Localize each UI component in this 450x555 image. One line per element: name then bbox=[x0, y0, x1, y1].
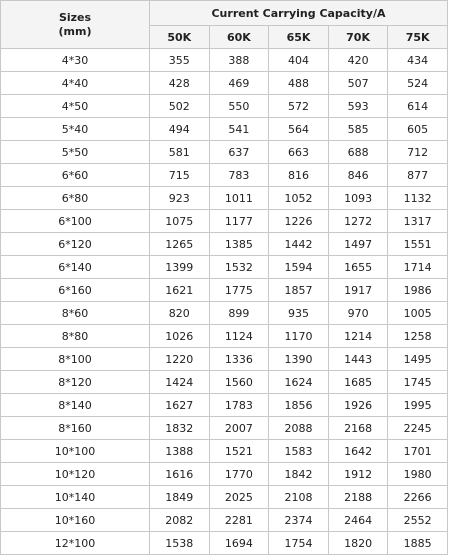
size-cell: 4*30 bbox=[1, 49, 150, 72]
size-cell: 6*80 bbox=[1, 187, 150, 210]
table-body bbox=[1, 49, 448, 555]
size-cell: 10*120 bbox=[1, 463, 150, 486]
capacity-value-cell: 2464 bbox=[328, 509, 388, 532]
table-row bbox=[1, 440, 448, 463]
size-cell: 8*80 bbox=[1, 325, 150, 348]
capacity-value-cell: 846 bbox=[328, 164, 388, 187]
table-header bbox=[1, 1, 448, 49]
table-row bbox=[1, 164, 448, 187]
capacity-value-cell: 428 bbox=[150, 72, 210, 95]
capacity-value-cell: 663 bbox=[269, 141, 329, 164]
capacity-value-cell: 1820 bbox=[328, 532, 388, 555]
capacity-value-cell: 1214 bbox=[328, 325, 388, 348]
capacity-value-cell: 541 bbox=[209, 118, 269, 141]
capacity-value-cell: 1856 bbox=[269, 394, 329, 417]
size-cell: 6*60 bbox=[1, 164, 150, 187]
sizes-header-unit: (mm) bbox=[58, 24, 92, 38]
capacity-value-cell: 581 bbox=[150, 141, 210, 164]
capacity-value-cell: 1336 bbox=[209, 348, 269, 371]
capacity-value-cell: 1917 bbox=[328, 279, 388, 302]
capacity-value-cell: 1560 bbox=[209, 371, 269, 394]
table-row bbox=[1, 141, 448, 164]
size-cell: 8*100 bbox=[1, 348, 150, 371]
capacity-value-cell: 2266 bbox=[388, 486, 448, 509]
table-row bbox=[1, 325, 448, 348]
capacity-value-cell: 1995 bbox=[388, 394, 448, 417]
capacity-value-cell: 2281 bbox=[209, 509, 269, 532]
sizes-header-label: Sizes bbox=[58, 10, 92, 24]
table-row bbox=[1, 187, 448, 210]
table-row bbox=[1, 118, 448, 141]
capacity-value-cell: 1655 bbox=[328, 256, 388, 279]
table-row bbox=[1, 532, 448, 555]
capacity-value-cell: 605 bbox=[388, 118, 448, 141]
size-cell: 12*100 bbox=[1, 532, 150, 555]
table-row bbox=[1, 463, 448, 486]
column-header-60k: 60K bbox=[209, 26, 269, 49]
capacity-value-cell: 1226 bbox=[269, 210, 329, 233]
capacity-value-cell: 688 bbox=[328, 141, 388, 164]
capacity-value-cell: 1443 bbox=[328, 348, 388, 371]
capacity-value-cell: 637 bbox=[209, 141, 269, 164]
capacity-value-cell: 1926 bbox=[328, 394, 388, 417]
capacity-value-cell: 1885 bbox=[388, 532, 448, 555]
capacity-value-cell: 2007 bbox=[209, 417, 269, 440]
table-row bbox=[1, 394, 448, 417]
size-cell: 6*160 bbox=[1, 279, 150, 302]
capacity-value-cell: 524 bbox=[388, 72, 448, 95]
capacity-value-cell: 1011 bbox=[209, 187, 269, 210]
capacity-value-cell: 1685 bbox=[328, 371, 388, 394]
capacity-value-cell: 585 bbox=[328, 118, 388, 141]
capacity-value-cell: 1132 bbox=[388, 187, 448, 210]
capacity-value-cell: 1701 bbox=[388, 440, 448, 463]
capacity-value-cell: 1497 bbox=[328, 233, 388, 256]
capacity-value-cell: 1745 bbox=[388, 371, 448, 394]
capacity-value-cell: 1265 bbox=[150, 233, 210, 256]
capacity-value-cell: 1783 bbox=[209, 394, 269, 417]
header-row-group bbox=[1, 1, 448, 26]
table-row bbox=[1, 371, 448, 394]
capacity-value-cell: 564 bbox=[269, 118, 329, 141]
capacity-value-cell: 1124 bbox=[209, 325, 269, 348]
capacity-value-cell: 715 bbox=[150, 164, 210, 187]
size-cell: 8*140 bbox=[1, 394, 150, 417]
capacity-value-cell: 1388 bbox=[150, 440, 210, 463]
capacity-group-header: Current Carrying Capacity/A bbox=[150, 1, 448, 26]
capacity-value-cell: 1583 bbox=[269, 440, 329, 463]
capacity-value-cell: 488 bbox=[269, 72, 329, 95]
capacity-value-cell: 593 bbox=[328, 95, 388, 118]
capacity-value-cell: 1317 bbox=[388, 210, 448, 233]
capacity-value-cell: 816 bbox=[269, 164, 329, 187]
capacity-value-cell: 712 bbox=[388, 141, 448, 164]
size-cell: 6*140 bbox=[1, 256, 150, 279]
table-row bbox=[1, 72, 448, 95]
size-cell: 4*50 bbox=[1, 95, 150, 118]
size-cell: 5*50 bbox=[1, 141, 150, 164]
capacity-value-cell: 507 bbox=[328, 72, 388, 95]
capacity-value-cell: 820 bbox=[150, 302, 210, 325]
capacity-value-cell: 355 bbox=[150, 49, 210, 72]
capacity-value-cell: 1986 bbox=[388, 279, 448, 302]
capacity-value-cell: 1832 bbox=[150, 417, 210, 440]
capacity-value-cell: 1495 bbox=[388, 348, 448, 371]
capacity-value-cell: 2552 bbox=[388, 509, 448, 532]
size-cell: 10*100 bbox=[1, 440, 150, 463]
capacity-value-cell: 1424 bbox=[150, 371, 210, 394]
capacity-value-cell: 1521 bbox=[209, 440, 269, 463]
size-cell: 6*120 bbox=[1, 233, 150, 256]
capacity-value-cell: 1754 bbox=[269, 532, 329, 555]
capacity-value-cell: 970 bbox=[328, 302, 388, 325]
size-cell: 8*120 bbox=[1, 371, 150, 394]
table-row bbox=[1, 486, 448, 509]
capacity-value-cell: 1052 bbox=[269, 187, 329, 210]
capacity-value-cell: 2168 bbox=[328, 417, 388, 440]
capacity-value-cell: 1842 bbox=[269, 463, 329, 486]
capacity-value-cell: 1075 bbox=[150, 210, 210, 233]
column-header-70k: 70K bbox=[328, 26, 388, 49]
table-row bbox=[1, 95, 448, 118]
capacity-value-cell: 923 bbox=[150, 187, 210, 210]
capacity-value-cell: 1642 bbox=[328, 440, 388, 463]
capacity-value-cell: 572 bbox=[269, 95, 329, 118]
capacity-value-cell: 1026 bbox=[150, 325, 210, 348]
table-row bbox=[1, 210, 448, 233]
capacity-value-cell: 1551 bbox=[388, 233, 448, 256]
column-header-75k: 75K bbox=[388, 26, 448, 49]
size-cell: 5*40 bbox=[1, 118, 150, 141]
capacity-value-cell: 1220 bbox=[150, 348, 210, 371]
capacity-value-cell: 1616 bbox=[150, 463, 210, 486]
capacity-value-cell: 1627 bbox=[150, 394, 210, 417]
size-cell: 6*100 bbox=[1, 210, 150, 233]
capacity-value-cell: 1694 bbox=[209, 532, 269, 555]
capacity-value-cell: 2025 bbox=[209, 486, 269, 509]
capacity-value-cell: 1594 bbox=[269, 256, 329, 279]
capacity-value-cell: 1532 bbox=[209, 256, 269, 279]
capacity-value-cell: 2188 bbox=[328, 486, 388, 509]
capacity-value-cell: 783 bbox=[209, 164, 269, 187]
capacity-value-cell: 935 bbox=[269, 302, 329, 325]
capacity-value-cell: 494 bbox=[150, 118, 210, 141]
capacity-value-cell: 1005 bbox=[388, 302, 448, 325]
capacity-value-cell: 1624 bbox=[269, 371, 329, 394]
capacity-value-cell: 469 bbox=[209, 72, 269, 95]
capacity-value-cell: 434 bbox=[388, 49, 448, 72]
capacity-value-cell: 1390 bbox=[269, 348, 329, 371]
capacity-value-cell: 1912 bbox=[328, 463, 388, 486]
capacity-value-cell: 420 bbox=[328, 49, 388, 72]
capacity-value-cell: 550 bbox=[209, 95, 269, 118]
capacity-value-cell: 2082 bbox=[150, 509, 210, 532]
table-row bbox=[1, 49, 448, 72]
capacity-value-cell: 1399 bbox=[150, 256, 210, 279]
capacity-value-cell: 1272 bbox=[328, 210, 388, 233]
size-cell: 8*160 bbox=[1, 417, 150, 440]
capacity-value-cell: 2088 bbox=[269, 417, 329, 440]
capacity-value-cell: 502 bbox=[150, 95, 210, 118]
capacity-value-cell: 614 bbox=[388, 95, 448, 118]
table-row bbox=[1, 302, 448, 325]
capacity-value-cell: 2374 bbox=[269, 509, 329, 532]
size-cell: 4*40 bbox=[1, 72, 150, 95]
sizes-header-cell bbox=[1, 1, 150, 49]
size-cell: 8*60 bbox=[1, 302, 150, 325]
table-row bbox=[1, 509, 448, 532]
capacity-value-cell: 1775 bbox=[209, 279, 269, 302]
capacity-value-cell: 2108 bbox=[269, 486, 329, 509]
capacity-value-cell: 1714 bbox=[388, 256, 448, 279]
size-cell: 10*160 bbox=[1, 509, 150, 532]
column-header-65k: 65K bbox=[269, 26, 329, 49]
capacity-value-cell: 1442 bbox=[269, 233, 329, 256]
capacity-value-cell: 1980 bbox=[388, 463, 448, 486]
table-row bbox=[1, 233, 448, 256]
capacity-value-cell: 1621 bbox=[150, 279, 210, 302]
capacity-value-cell: 1849 bbox=[150, 486, 210, 509]
capacity-value-cell: 1258 bbox=[388, 325, 448, 348]
capacity-value-cell: 1770 bbox=[209, 463, 269, 486]
table-row bbox=[1, 348, 448, 371]
capacity-value-cell: 1857 bbox=[269, 279, 329, 302]
capacity-value-cell: 877 bbox=[388, 164, 448, 187]
capacity-value-cell: 404 bbox=[269, 49, 329, 72]
capacity-value-cell: 1093 bbox=[328, 187, 388, 210]
capacity-value-cell: 1177 bbox=[209, 210, 269, 233]
capacity-value-cell: 1170 bbox=[269, 325, 329, 348]
capacity-value-cell: 1538 bbox=[150, 532, 210, 555]
column-header-50k: 50K bbox=[150, 26, 210, 49]
capacity-value-cell: 899 bbox=[209, 302, 269, 325]
capacity-value-cell: 388 bbox=[209, 49, 269, 72]
table-row bbox=[1, 417, 448, 440]
capacity-value-cell: 1385 bbox=[209, 233, 269, 256]
capacity-value-cell: 2245 bbox=[388, 417, 448, 440]
size-cell: 10*140 bbox=[1, 486, 150, 509]
table-row bbox=[1, 279, 448, 302]
table-row bbox=[1, 256, 448, 279]
